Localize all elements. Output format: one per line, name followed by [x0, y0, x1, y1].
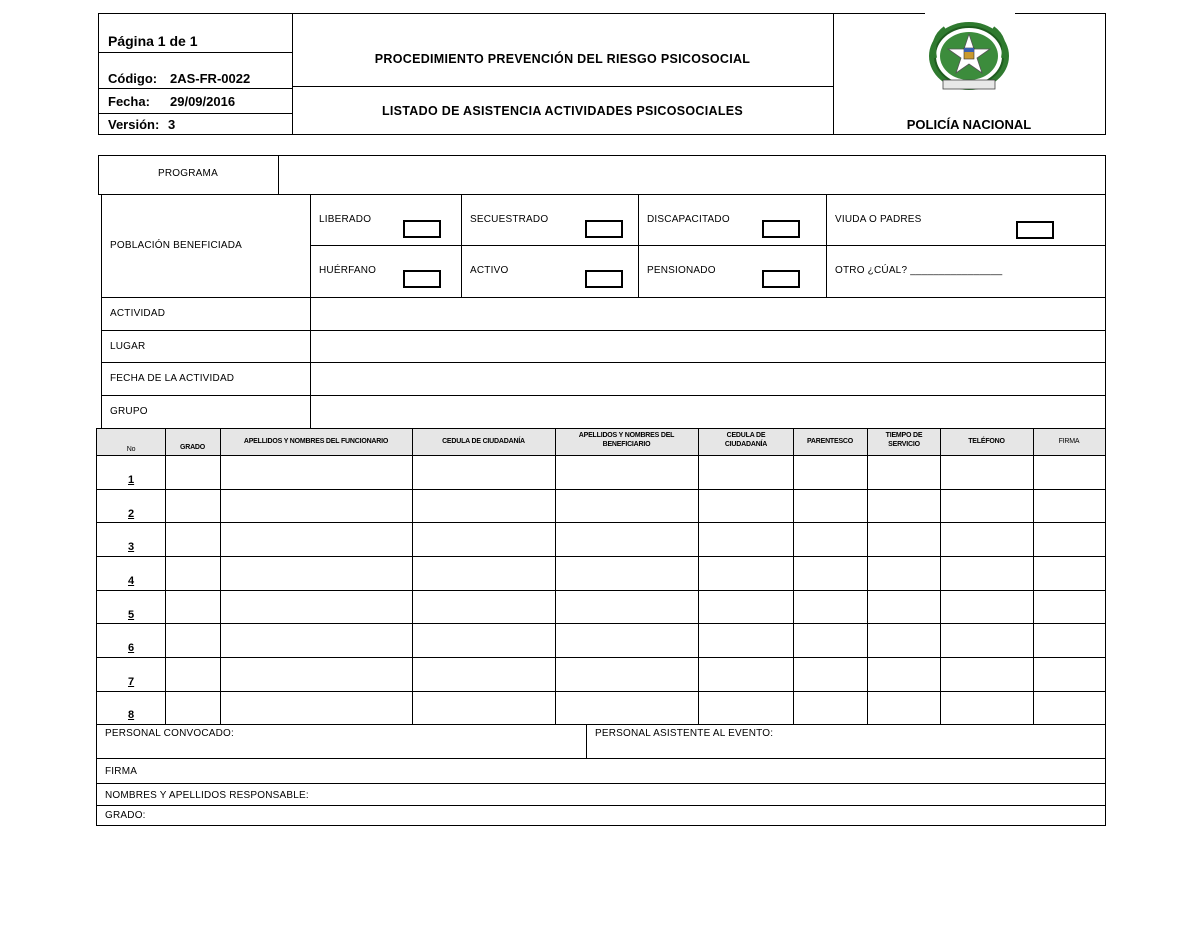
actividad-field[interactable] — [312, 299, 1104, 329]
col-header-telefono: TELÉFONO — [968, 438, 1005, 445]
col-header-funcionario: APELLIDOS Y NOMBRES DEL FUNCIONARIO — [243, 438, 389, 445]
programa-label: PROGRAMA — [158, 168, 218, 179]
code-value: 2AS-FR-0022 — [170, 71, 251, 86]
table-row-number: 3 — [128, 541, 135, 553]
option-pensionado-checkbox[interactable] — [762, 270, 800, 288]
table-row-number: 7 — [128, 676, 135, 688]
page-number: Página 1 de 1 — [108, 33, 198, 49]
responsable-label: NOMBRES Y APELLIDOS RESPONSABLE: — [105, 790, 309, 801]
option-activo-label: ACTIVO — [470, 265, 509, 276]
option-pensionado-label: PENSIONADO — [647, 265, 716, 276]
option-activo-checkbox[interactable] — [585, 270, 623, 288]
option-huerfano-label: HUÉRFANO — [319, 265, 377, 276]
grupo-label: GRUPO — [110, 406, 148, 417]
date-value: 29/09/2016 — [170, 94, 236, 109]
table-row-number: 2 — [128, 508, 135, 520]
col-header-beneficiario: APELLIDOS Y NOMBRES DEL BENEFICIARIO — [578, 432, 675, 448]
list-title: LISTADO DE ASISTENCIA ACTIVIDADES PSICOSOCIALES — [381, 104, 744, 118]
option-liberado-checkbox[interactable] — [403, 220, 441, 238]
document-header — [0, 0, 1200, 140]
version-value: 3 — [168, 117, 176, 132]
date-label: Fecha: — [108, 94, 150, 109]
col-header-no: No — [126, 446, 136, 453]
option-viuda-padres-checkbox[interactable] — [1016, 221, 1054, 239]
firma-label: FIRMA — [105, 766, 138, 777]
option-liberado-label: LIBERADO — [319, 214, 372, 225]
actividad-label: ACTIVIDAD — [110, 308, 166, 319]
option-secuestrado-label: SECUESTRADO — [470, 214, 549, 225]
personal-asistente-label: PERSONAL ASISTENTE AL EVENTO: — [595, 728, 774, 739]
option-otro-label: OTRO ¿CÚAL? ________________ — [835, 265, 1003, 276]
fecha-actividad-label: FECHA DE LA ACTIVIDAD — [110, 373, 235, 384]
code-label: Código: — [108, 71, 158, 86]
table-row-number: 4 — [128, 575, 135, 587]
lugar-field[interactable] — [312, 332, 1104, 361]
personal-convocado-label: PERSONAL CONVOCADO: — [105, 728, 235, 739]
activity-info-form — [0, 150, 1200, 430]
option-discapacitado-checkbox[interactable] — [762, 220, 800, 238]
programa-field[interactable] — [280, 157, 1104, 193]
poblacion-label: POBLACIÓN BENEFICIADA — [110, 240, 243, 251]
grado-label: GRADO: — [105, 810, 146, 821]
fecha-actividad-field[interactable] — [312, 364, 1104, 394]
organization-name: POLICÍA NACIONAL — [906, 117, 1032, 132]
version-label: Versión: — [108, 117, 160, 132]
option-secuestrado-checkbox[interactable] — [585, 220, 623, 238]
option-discapacitado-label: DISCAPACITADO — [647, 214, 730, 225]
col-header-tiempo-servicio: TIEMPO DE SERVICIO — [885, 432, 923, 448]
col-header-grado: GRADO — [179, 444, 206, 451]
col-header-cedula-beneficiario: CEDULA DE CIUDADANÍA — [724, 432, 768, 448]
option-huerfano-checkbox[interactable] — [403, 270, 441, 288]
signature-footer — [0, 724, 1200, 829]
lugar-label: LUGAR — [110, 341, 146, 352]
table-row-number: 5 — [128, 609, 135, 621]
table-row-number: 1 — [128, 474, 135, 486]
procedure-title: PROCEDIMIENTO PREVENCIÓN DEL RIESGO PSICOSOCIAL — [374, 52, 751, 66]
policia-nacional-seal-icon — [925, 18, 1013, 94]
grupo-field[interactable] — [312, 397, 1104, 427]
table-row-number: 8 — [128, 709, 135, 721]
col-header-parentesco: PARENTESCO — [806, 438, 854, 445]
col-header-cedula-funcionario: CEDULA DE CIUDADANÍA — [442, 438, 525, 445]
table-row-number: 6 — [128, 642, 135, 654]
option-viuda-padres-label: VIUDA O PADRES — [835, 214, 922, 225]
attendance-table — [0, 428, 1200, 728]
col-header-firma: FIRMA — [1058, 438, 1080, 445]
